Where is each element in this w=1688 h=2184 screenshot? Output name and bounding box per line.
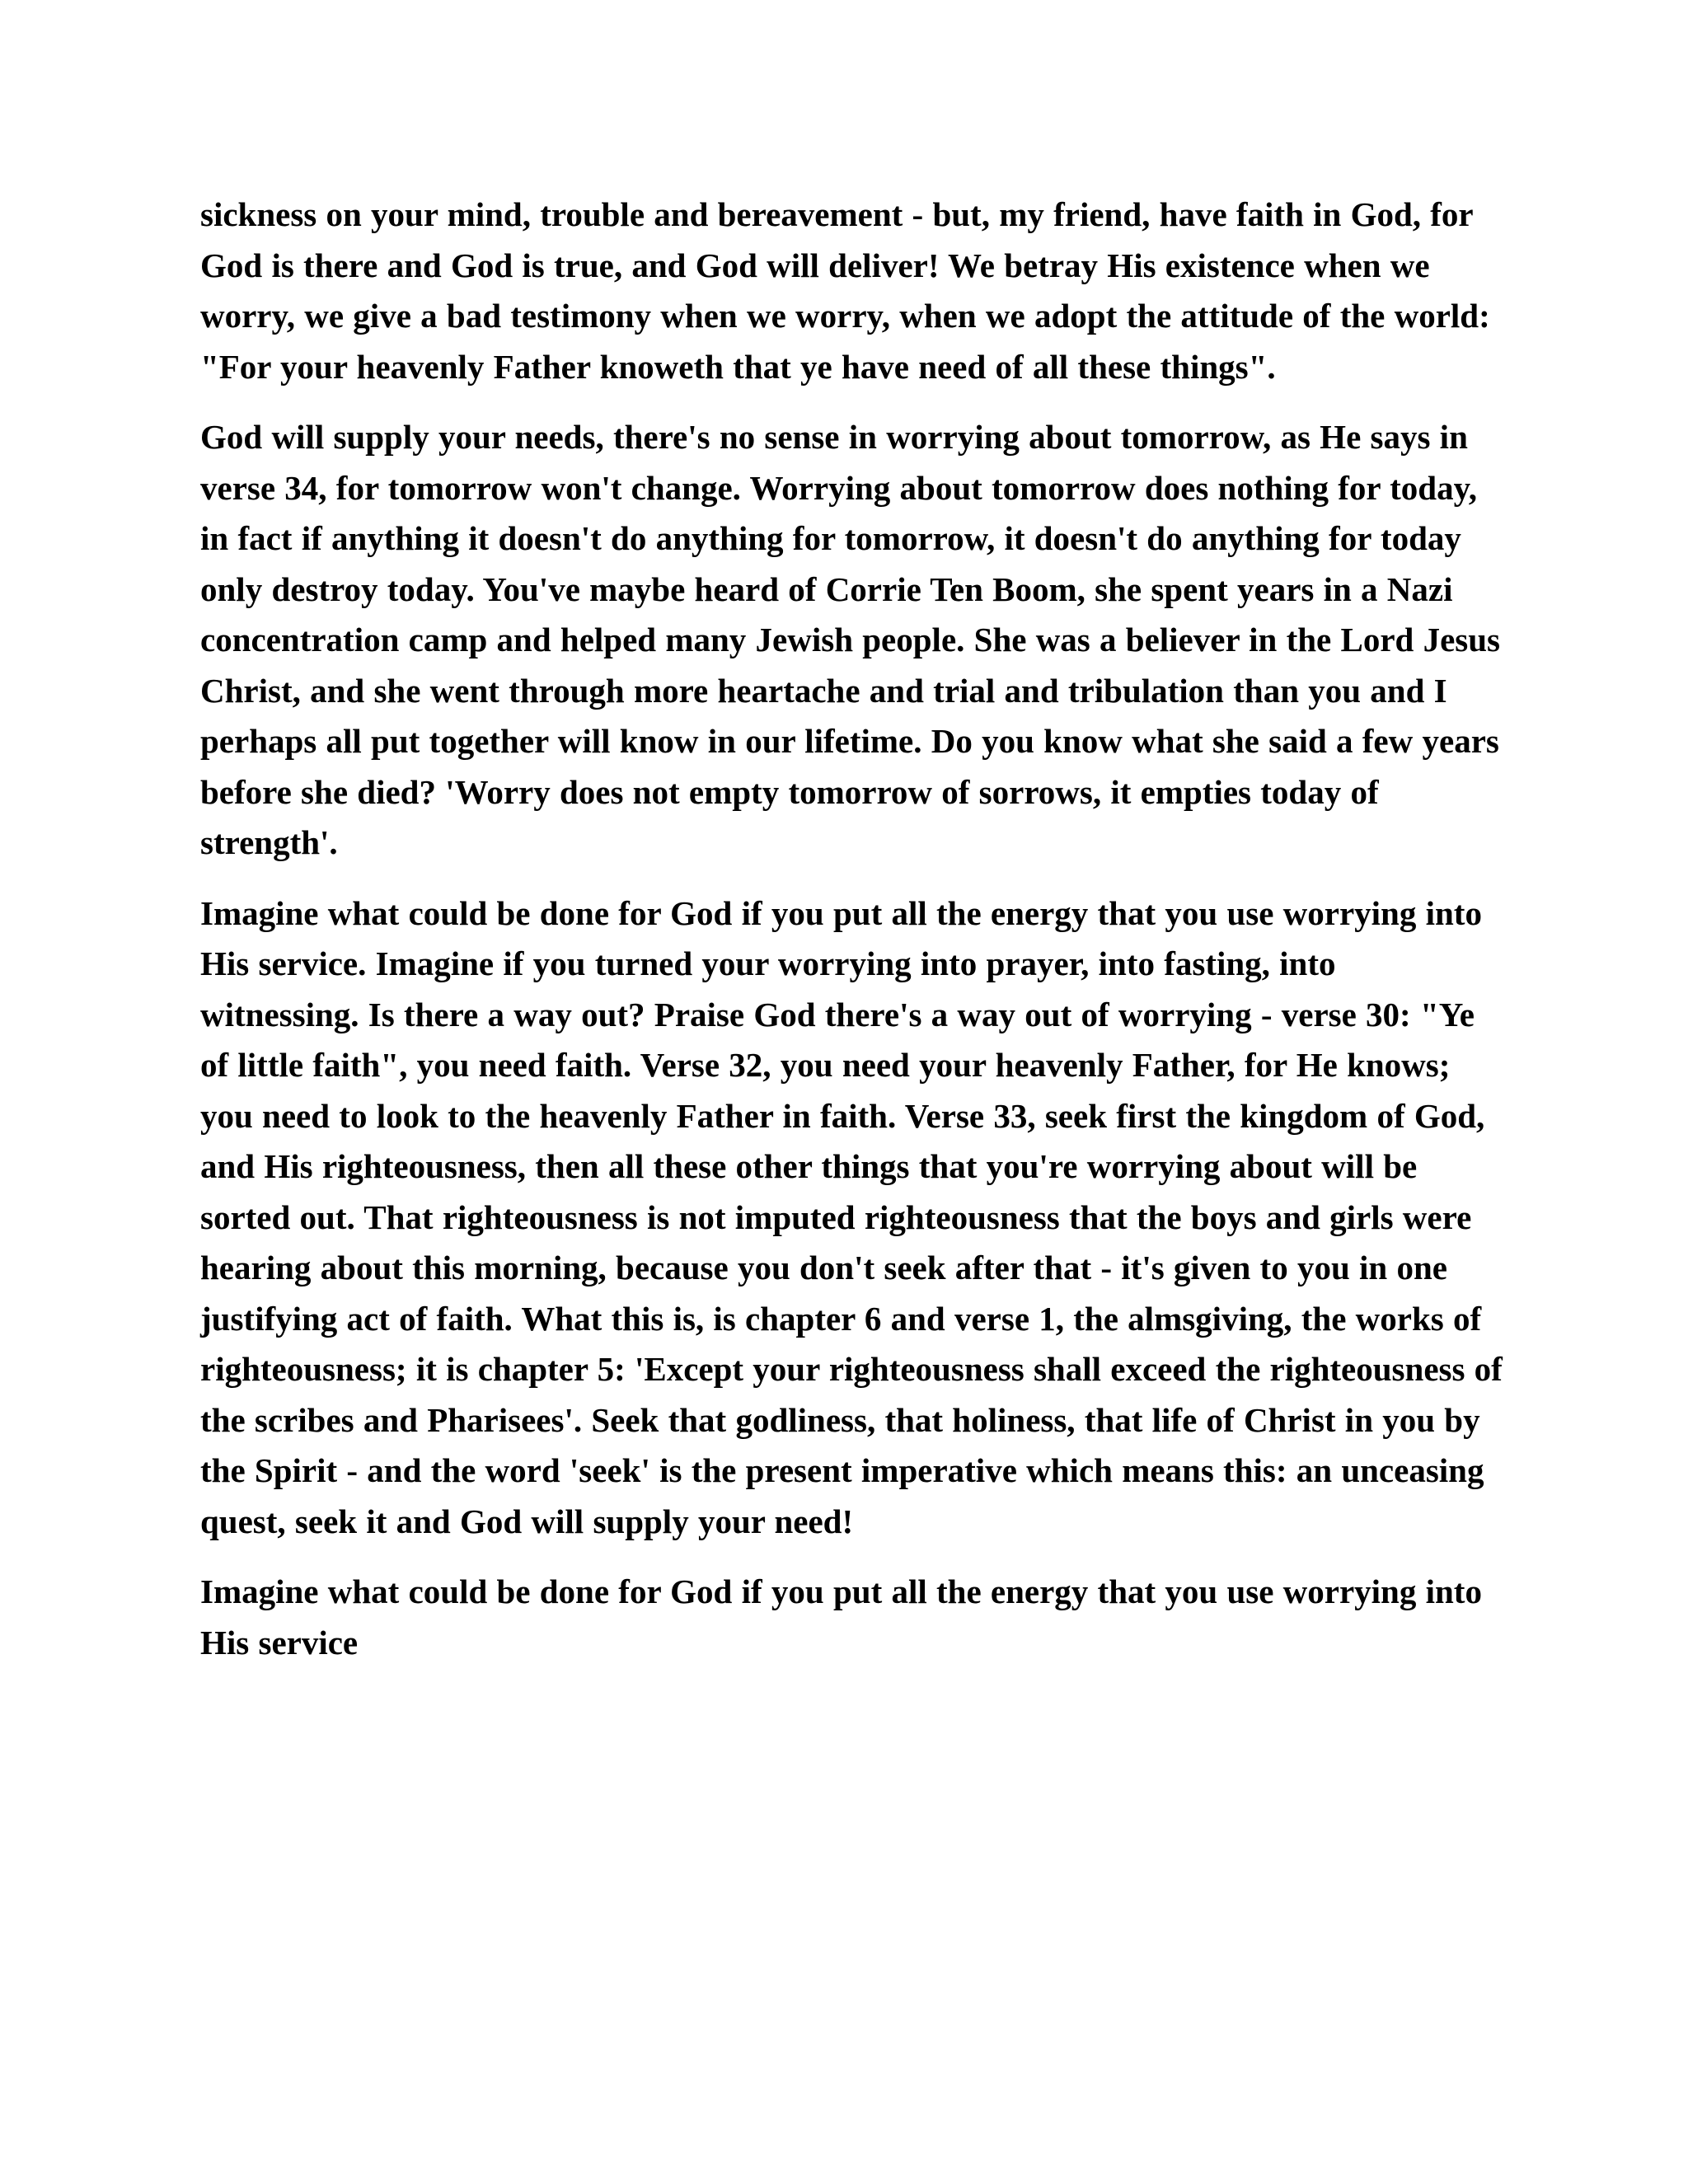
paragraph-2: God will supply your needs, there's no sense in worrying about tomorrow, as He says in verse 34, for tomorrow won't change. Worrying about tomorrow does nothing for today, in fact if anything it doesn't do anything for tomorrow, it doesn't do anything for today only destroy today. You've maybe heard of Corrie Ten Boom, she spent years in a Nazi concentration camp and helped many Jewish people. She was a believer in the Lord Jesus Christ, and she went through more heartache and trial and tribulation than you and I perhaps all put together will know in our lifetime. Do you know what she said a few years before she died? 'Worry does not empty tomorrow of sorrows, it empties today of strength'.: [200, 418, 1501, 861]
paragraph-3: Imagine what could be done for God if you put all the energy that you use worrying into His service. Imagine if you turned your worrying into prayer, into fasting, into witnessing. Is there a way out? Praise God there's a way out of worrying - verse 30: "Ye of little faith", you need faith. Verse 32, you need your heavenly Father, for He knows; you need to look to the heavenly Father in faith. Verse 33, seek first the kingdom of God, and His righteousness, then all these other things that you're worrying about will be sorted out. That righteousness is not imputed righteousness that the boys and girls were hearing about this morning, because you don't seek after that - it's given to you in one justifying act of faith. What this is, is chapter 6 and verse 1, the almsgiving, the works of righteousness; it is chapter 5: 'Except your righteousness shall exceed the righteousness of the scribes and Pharisees'. Seek that godliness, that holiness, that life of Christ in you by the Spirit - and the word 'seek' is the present imperative which means this: an unceasing quest, seek it and God will supply your need!: [200, 893, 1503, 1540]
pull-quote-paragraph: Imagine what could be done for God if you put all the energy that you use worrying into His service: [200, 1572, 1482, 1661]
document-body: [200, 190, 1503, 1668]
paragraph-1: sickness on your mind, trouble and bereavement - but, my friend, have faith in God, for God is there and God is true, and God will deliver! We betray His existence when we worry, we give a bad testimony when we worry, when we adopt the attitude of the world: "For your heavenly Father knoweth that ye have need of all these things".: [200, 195, 1490, 386]
